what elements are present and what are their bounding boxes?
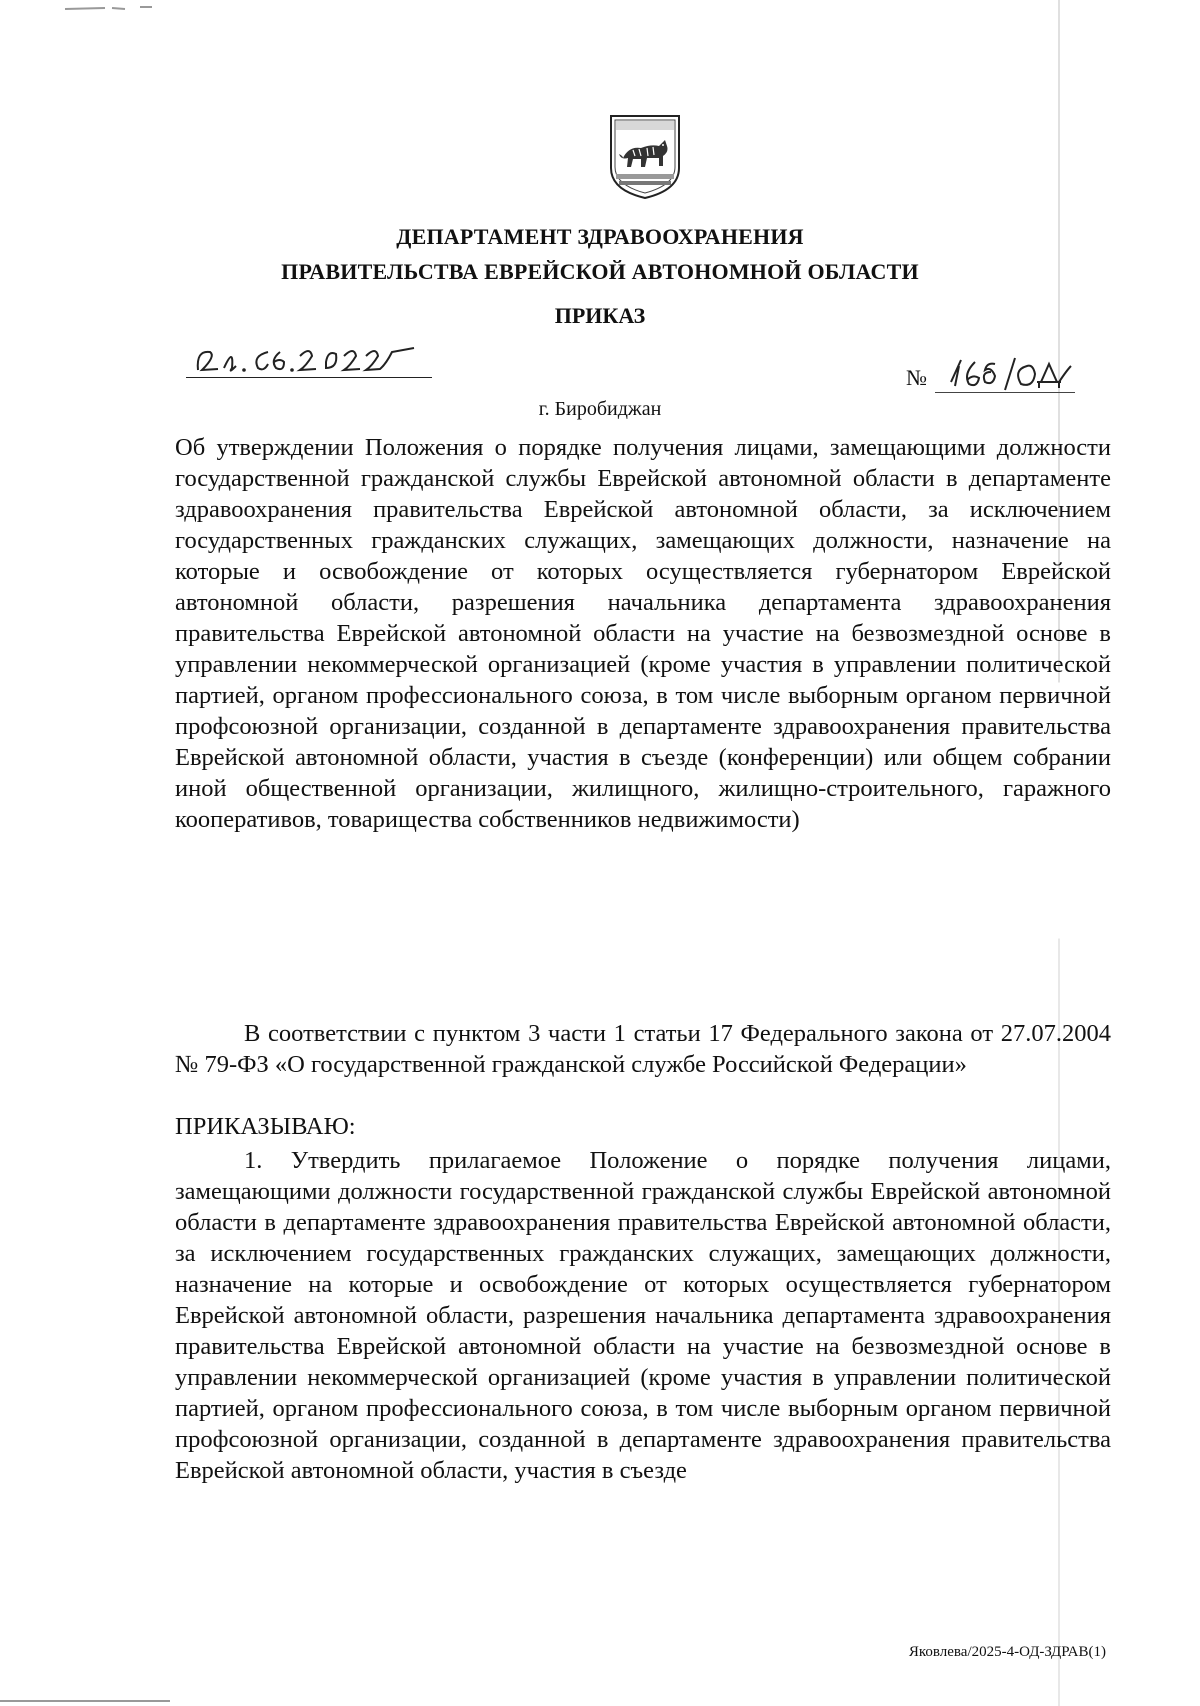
number-label: №	[906, 365, 927, 390]
footer-code: Яковлева/2025-4-ОД-ЗДРАВ(1)	[908, 1644, 1106, 1660]
preamble: В соответствии с пунктом 3 части 1 статьи 17 Федерального закона от 27.07.2004 № 79-ФЗ «О государственной гражданской службе Российской Федерации»	[175, 1020, 1111, 1078]
coat-of-arms-icon	[607, 112, 683, 200]
department-name-line1: ДЕПАРТАМЕНТ ЗДРАВООХРАНЕНИЯ	[396, 224, 804, 249]
order-item-1: 1. Утвердить прилагаемое Положение о порядке получения лицами, замещающими должности государственной гражданской службы Еврейской автономной области в департаменте здравоохранения правительства Еврейской автономной области, за исключением государственных гражданских служащих, замещающих должности, назначение на которые и освобождение от которых осуществляется губернатором Еврейской автономной области, разрешения начальника департамента здравоохранения правительства Еврейской автономной области на участие на безвозмездной основе в управлении некоммерческой организацией (кроме участия в управлении политической партией, органом профессионального союза, в том числе выборным органом первичной профсоюзной организации, созданной в департаменте здравоохранения правительства Еврейской автономной области, участия в съезде	[175, 1147, 1111, 1484]
city: г. Биробиджан	[538, 398, 662, 420]
scan-artifact-bottom	[0, 1700, 170, 1702]
date-underline	[186, 377, 432, 378]
doc-type-title: ПРИКАЗ	[554, 303, 646, 328]
scan-artifact-top	[0, 0, 160, 8]
number-underline	[935, 392, 1075, 393]
handwritten-number	[945, 352, 1075, 394]
department-name-line2: ПРАВИТЕЛЬСТВА ЕВРЕЙСКОЙ АВТОНОМНОЙ ОБЛАСТИ	[281, 259, 919, 284]
handwritten-date	[188, 338, 438, 378]
order-word: ПРИКАЗЫВАЮ:	[175, 1113, 356, 1140]
order-subject: Об утверждении Положения о порядке получения лицами, замещающими должности государственной гражданской службы Еврейской автономной области в департаменте здравоохранения правительства Еврейской автономной области, за исключением государственных гражданских служащих, замещающих должности, назначение на которые и освобождение от которых осуществляется губернатором Еврейской автономной области, разрешения начальника департамента здравоохранения правительства Еврейской автономной области на участие на безвозмездной основе в управлении некоммерческой организацией (кроме участия в управлении политической партией, органом профессионального союза, в том числе выборным органом первичной профсоюзной организации, созданной в департаменте здравоохранения правительства Еврейской автономной области, участия в съезде (конференции) или общем собрании иной общественной организации, жилищного, жилищно-строительного, гаражного кооперативов, товарищества собственников недвижимости)	[175, 434, 1111, 833]
